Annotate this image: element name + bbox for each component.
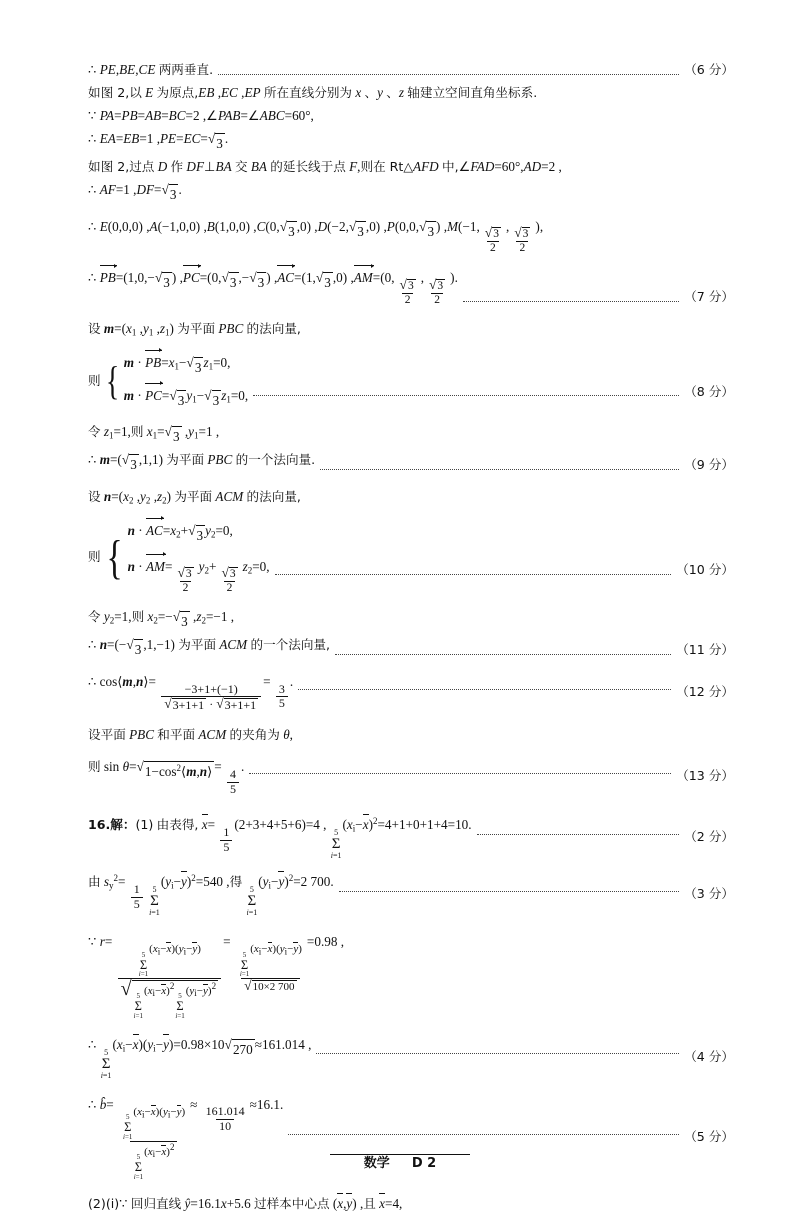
score-mark: （11 分）: [676, 642, 734, 658]
leader-dots: [253, 394, 679, 396]
leader-dots: [335, 653, 671, 655]
line-text: 设 $m=(x_1$ $,y_1$ $,z_1$) 为平面 PBC 的法向量,: [88, 321, 301, 338]
system-rows: [124, 352, 248, 411]
line-text: ∴ 5 Σ i=1 $(x_i-x)(y_i-y)=0.98\times 10$ √ 270 ≈161.014 ,: [88, 1036, 312, 1080]
system-lead: 则: [88, 372, 101, 388]
system-row: n · AM= √ 3 2 $y_2+$ √ 3 2 $z_2=0$,: [128, 556, 270, 596]
line-text: 如图 2,以 E 为原点,EB ,EC ,EP 所在直线分别为 x 、y 、z 轴建立空间直角坐标系.: [88, 85, 538, 101]
score-mark: （7 分）: [684, 289, 734, 305]
leader-dots: [218, 73, 679, 75]
equation-system-n: [88, 520, 270, 596]
score-mark: （10 分）: [676, 562, 734, 578]
line-text: 则 sin θ= √ $1-\cos^2⟨m,n⟩$ = $\frac{4}{5}$ .: [88, 759, 245, 796]
line-text: ∴ AF=1 ,DF= √ 3 .: [88, 180, 182, 205]
system-row: $n \cdot AC=x_2+$ √ 3 $y_2=0$,: [128, 520, 270, 546]
line-text: 令 $z_1=1$,则 $x_1=$ √ 3 $,y_1=1$ ,: [88, 422, 219, 447]
score-mark: （6 分）: [684, 62, 734, 78]
footer-page-code: D 2: [411, 1156, 437, 1171]
line-text: ∴ b̂= 5 Σ i=1 $(x_i-x)(y_i-y)$ 5 Σ i=1 $(x_i-x)^2$ ≈ $\frac{161.014}{10}$ ≈16.1.: [88, 1096, 284, 1181]
line-text: ∴ EA=EB=1 ,PE=EC= √ 3 .: [88, 129, 228, 154]
leader-dots: [316, 1052, 679, 1054]
line-text: 设 $n=(x_2$ $,y_2$ $,z_2$) 为平面 ACM 的法向量,: [88, 489, 301, 506]
score-mark: （8 分）: [684, 383, 734, 399]
line-set-z1: [88, 422, 734, 447]
line-text: ∴ cos⟨m,n⟩= −3+1+(−1) √ 3+1+1 · √ 3+1+1 = $\frac{3}{5}$ .: [88, 673, 294, 713]
leader-dots: [249, 772, 671, 774]
system-rows: [128, 520, 270, 596]
line-q16-part2: [88, 1194, 734, 1214]
system-row: m · PC= √ 3 $y_1-$ √ 3 $z_1=0$,: [124, 385, 248, 411]
line-af-df: [88, 180, 734, 205]
leader-dots: [275, 573, 672, 575]
leader-dots: [320, 468, 679, 470]
line-text: 设平面 PBC 和平面 ACM 的夹角为 θ,: [88, 727, 293, 743]
leader-dots: [288, 1133, 679, 1135]
line-define-n: [88, 487, 734, 508]
line-q16-part1: [88, 815, 734, 860]
line-text: 令 $y_2=1$,则 $x_2=-$ √ 3 $,z_2=-1$ ,: [88, 607, 234, 632]
score-mark: （13 分）: [676, 768, 734, 784]
line-vectors: [88, 267, 734, 307]
line-cos-angle: [88, 672, 734, 713]
line-text: ∴ PB=(1,0,− √ 3 ) ,PC=(0, √ 3 ,− √ 3 ) ,AC=(1, √ 3 ,0) ,AM=(0, √ 3 2 , √ 3 2 ).: [88, 267, 458, 307]
left-brace: {: [105, 358, 119, 404]
line-define-m: [88, 319, 734, 340]
line-text: (2)(ⅰ)∵ 回归直线 ŷ=16.1x+5.6 过样本中心点 (x,y) ,且 x=4,: [88, 1194, 402, 1214]
score-mark: （5 分）: [684, 1129, 734, 1145]
left-brace: {: [106, 530, 123, 584]
line-text: ∵ PA=PB=AB=BC=2 ,∠PAB=∠ABC=60°,: [88, 108, 314, 124]
line-system-m: [88, 352, 734, 411]
line-points-coordinates: [88, 217, 734, 256]
line-variance-y: [88, 872, 734, 917]
leader-dots: [477, 833, 680, 835]
leader-dots: [298, 688, 671, 690]
equation-system-m: [88, 352, 248, 411]
solution-body: [88, 60, 734, 1217]
page-footer: [0, 1152, 800, 1171]
line-conclusion-perpendicular: [88, 60, 734, 80]
score-mark: （4 分）: [684, 1048, 734, 1064]
line-text: ∴ n=(− √ 3 ,1,−1) 为平面 ACM 的一个法向量,: [88, 635, 330, 660]
score-mark: （9 分）: [684, 457, 734, 473]
line-given-lengths: [88, 106, 734, 126]
line-correlation-r: [88, 932, 734, 1020]
line-text: ∵ r= 5 Σ i=1 $(x_i-x)(y_i-y)$ √ 5 Σ i=1 $(x_i-x)^2$ 5 Σ i=1 $(y_i-y)^2$ = 5 Σ i=1 $(x_i-x)(y_i-y)$ √ 10×2 700 =0.98 ,: [88, 934, 345, 1020]
line-derived-lengths: [88, 129, 734, 154]
line-text: ∴ m=( √ 3 ,1,1) 为平面 PBC 的一个法向量.: [88, 450, 315, 475]
line-text: 如图 2,过点 D 作 DF⊥BA 交 BA 的延长线于点 F,则在 Rt△AFD 中,∠FAD=60°,AD=2 ,: [88, 158, 562, 174]
line-normal-n: [88, 635, 734, 660]
line-sin-theta: [88, 757, 734, 796]
line-text: ∴ PE,BE,CE 两两垂直.: [88, 62, 214, 78]
line-set-y2: [88, 607, 734, 632]
line-text: 16.解：(1) 由表得, x= $\frac{1}{5}$ (2+3+4+5+6)=4 , 5 Σ i=1 $(x_i-x)^2=4+1+0+1+4=10$.: [88, 816, 472, 861]
line-normal-m: [88, 450, 734, 475]
footer-subject: 数学: [363, 1156, 390, 1171]
line-system-n: [88, 520, 734, 596]
line-text: 由 $s_y^2=$ $\frac{1}{5}$ 5 Σ i=1 $(y_i-y)^2=540$ ,得 5 Σ i=1 $(y_i-y)^2=2$ 700.: [88, 873, 334, 918]
line-construct-df: [88, 157, 734, 177]
leader-dots: [463, 300, 679, 302]
line-sum-cross: [88, 1035, 734, 1080]
line-define-theta: [88, 725, 734, 745]
system-lead: 则: [88, 549, 101, 565]
score-mark: （12 分）: [676, 684, 734, 700]
system-row: $m \cdot PB=x_1-$ √ 3 $z_1=0$,: [124, 352, 248, 378]
leader-dots: [339, 890, 680, 892]
score-mark: （2 分）: [684, 829, 734, 845]
line-coordinate-setup: [88, 83, 734, 103]
line-text: ∴ E(0,0,0) ,A(−1,0,0) ,B(1,0,0) ,C(0, √ 3 ,0) ,D(−2, √ 3 ,0) ,P(0,0, √ 3 ) ,M(−1, √ 3 2 , √ 3 2 ),: [88, 218, 544, 255]
score-mark: （3 分）: [684, 886, 734, 902]
